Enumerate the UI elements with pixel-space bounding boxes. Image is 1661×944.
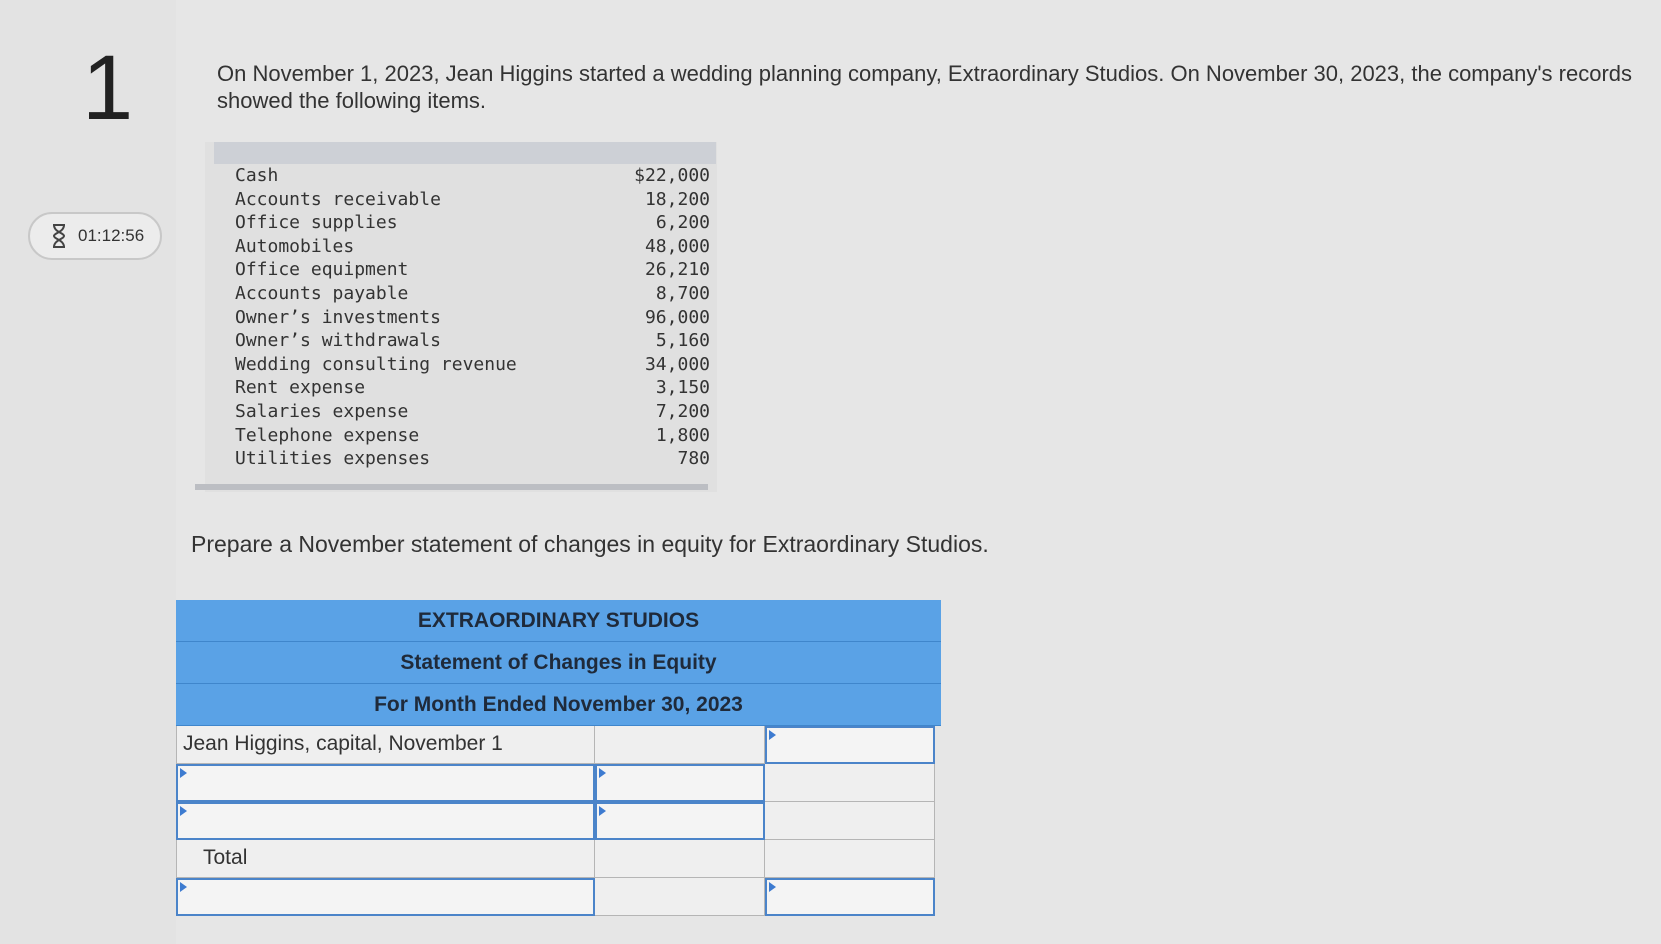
hourglass-icon bbox=[50, 223, 68, 249]
empty-cell bbox=[765, 802, 935, 840]
list-item bbox=[235, 282, 710, 306]
item-amount-input[interactable] bbox=[595, 764, 765, 802]
item-label: Salaries expense bbox=[235, 400, 409, 422]
table-row bbox=[176, 840, 941, 878]
timer-text: 01:12:56 bbox=[78, 226, 145, 245]
item-value: 7,200 bbox=[655, 400, 710, 422]
item-label: Office equipment bbox=[235, 259, 409, 281]
list-item bbox=[235, 376, 710, 400]
list-item bbox=[235, 424, 710, 448]
item-value: 8,700 bbox=[655, 282, 710, 304]
list-item bbox=[235, 353, 710, 377]
table-row bbox=[176, 802, 941, 840]
item-value: 18,200 bbox=[644, 188, 710, 210]
dropdown-marker-icon bbox=[180, 768, 187, 778]
items-table-header-bar bbox=[214, 142, 716, 164]
dropdown-marker-icon bbox=[180, 806, 187, 816]
item-label: Accounts payable bbox=[235, 282, 409, 304]
item-label: Owner’s withdrawals bbox=[235, 330, 441, 352]
list-item bbox=[235, 400, 710, 424]
dropdown-marker-icon bbox=[180, 882, 187, 892]
item-value: 48,000 bbox=[644, 235, 710, 257]
item-label: Owner’s investments bbox=[235, 306, 441, 328]
list-item bbox=[235, 447, 710, 471]
item-label: Wedding consulting revenue bbox=[235, 353, 517, 375]
table-row bbox=[176, 726, 941, 764]
list-item bbox=[235, 258, 710, 282]
item-label: Automobiles bbox=[235, 235, 355, 257]
question-text: On November 1, 2023, Jean Higgins started a wedding planning company, Extraordinary Studios. On November 30, 2023, the company's records showed the following items. bbox=[217, 61, 1633, 113]
empty-cell bbox=[595, 840, 765, 878]
item-label: Telephone expense bbox=[235, 424, 420, 446]
input-marker-icon bbox=[599, 806, 606, 816]
capital-label: Jean Higgins, capital, November 1 bbox=[176, 726, 595, 764]
total-label: Total bbox=[176, 840, 595, 878]
item-amount-input[interactable] bbox=[765, 878, 935, 916]
input-marker-icon bbox=[599, 768, 606, 778]
item-label-dropdown[interactable] bbox=[176, 878, 595, 916]
item-label: Office supplies bbox=[235, 212, 398, 234]
capital-amount-cell bbox=[595, 726, 765, 764]
input-marker-icon bbox=[769, 882, 776, 892]
item-value: 1,800 bbox=[655, 424, 710, 446]
item-value: 6,200 bbox=[655, 212, 710, 234]
item-value: 34,000 bbox=[644, 353, 710, 375]
statement-title: Statement of Changes in Equity bbox=[176, 642, 941, 684]
item-amount-input[interactable] bbox=[595, 802, 765, 840]
list-item bbox=[235, 188, 710, 212]
item-value: $22,000 bbox=[634, 165, 710, 186]
item-value: 26,210 bbox=[644, 259, 710, 281]
item-label: Utilities expenses bbox=[235, 448, 431, 470]
empty-cell bbox=[595, 878, 765, 916]
item-value: 3,150 bbox=[655, 377, 710, 399]
item-label: Cash bbox=[235, 165, 279, 186]
item-label: Accounts receivable bbox=[235, 188, 441, 210]
items-table bbox=[205, 142, 717, 492]
capital-amount-input[interactable] bbox=[765, 726, 935, 764]
empty-cell bbox=[765, 840, 935, 878]
timer[interactable] bbox=[28, 212, 162, 260]
statement-form bbox=[176, 600, 941, 916]
item-value: 780 bbox=[677, 448, 710, 470]
instruction-text: Prepare a November statement of changes in equity for Extraordinary Studios. bbox=[191, 531, 989, 557]
question-number: 1 bbox=[82, 37, 134, 139]
input-marker-icon bbox=[769, 730, 776, 740]
table-row bbox=[176, 764, 941, 802]
table-row bbox=[176, 878, 941, 916]
item-label-dropdown[interactable] bbox=[176, 802, 595, 840]
list-item bbox=[235, 329, 710, 353]
statement-company: EXTRAORDINARY STUDIOS bbox=[176, 600, 941, 642]
list-item bbox=[235, 306, 710, 330]
item-label-dropdown[interactable] bbox=[176, 764, 595, 802]
statement-period: For Month Ended November 30, 2023 bbox=[176, 684, 941, 726]
list-item bbox=[235, 164, 710, 188]
list-item bbox=[235, 211, 710, 235]
item-value: 5,160 bbox=[655, 330, 710, 352]
item-value: 96,000 bbox=[644, 306, 710, 328]
empty-cell bbox=[765, 764, 935, 802]
list-item bbox=[235, 235, 710, 259]
statement-grid bbox=[176, 726, 941, 916]
left-column bbox=[0, 0, 176, 944]
item-label: Rent expense bbox=[235, 377, 366, 399]
items-list bbox=[235, 164, 710, 471]
items-table-footer-bar bbox=[195, 484, 708, 490]
